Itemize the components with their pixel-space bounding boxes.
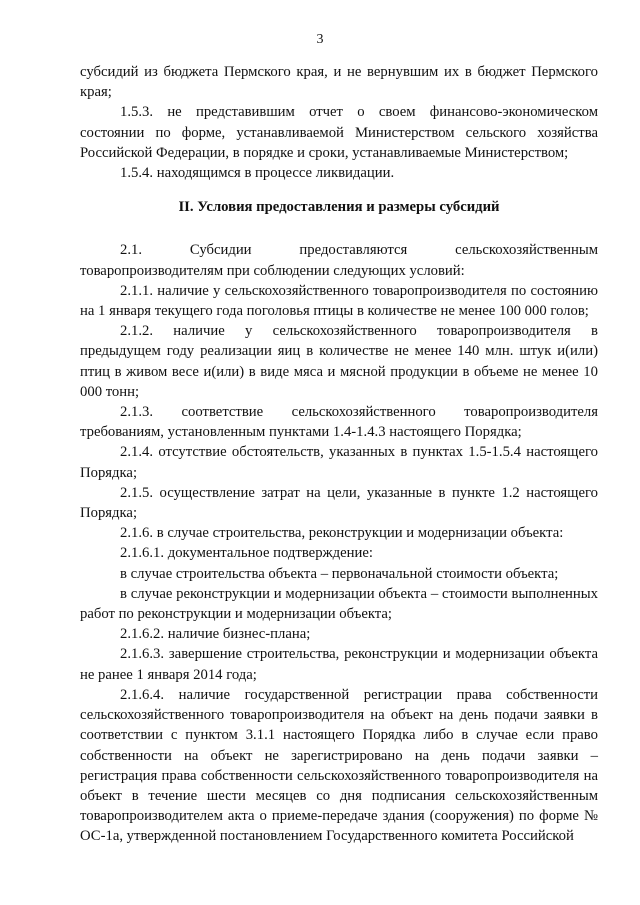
paragraph: 2.1.6.4. наличие государственной регистрации права собственности сельскохозяйственного товаропроизводителя на объект на день подачи заявки в соответствии с пунктом 3.1.1 настоящего Порядка либо в случае если право собственности на объект не зарегистрировано на день подачи заявки – регистрация права собственности сельскохозяйственного товаропроизводителя на объект в течение шести месяцев со дня подписания сельскохозяйственным товаропроизводителем акта о приеме-передаче здания (сооружения) по форме № ОС-1а, утвержденной постановлением Государственного комитета Российской bbox=[80, 686, 598, 845]
section-heading: II. Условия предоставления и размеры субсидий bbox=[178, 199, 500, 216]
paragraph: в случае реконструкции и модернизации объекта – стоимости выполненных работ по реконструкции и модернизации объекта; bbox=[80, 585, 598, 623]
document-body bbox=[80, 62, 598, 847]
paragraph: 2.1.4. отсутствие обстоятельств, указанных в пунктах 1.5-1.5.4 настоящего Порядка; bbox=[80, 444, 598, 481]
paragraph: 2.1.6.1. документальное подтверждение: bbox=[120, 545, 373, 562]
paragraph: 2.1.5. осуществление затрат на цели, указанные в пункте 1.2 настоящего Порядка; bbox=[80, 484, 598, 522]
paragraph: 2.1.6.2. наличие бизнес-плана; bbox=[120, 626, 311, 643]
paragraph: 1.5.3. не представившим отчет о своем финансово-экономическом состоянии по форме, устанавливаемой Министерством сельского хозяйства Российской Федерации, в порядке и сроки, устанавливаемые Министерством; bbox=[80, 104, 598, 161]
paragraph: 2.1.6. в случае строительства, реконструкции и модернизации объекта: bbox=[120, 525, 564, 542]
paragraph: 2.1.6.3. завершение строительства, реконструкции и модернизации объекта не ранее 1 января 2014 года; bbox=[80, 646, 598, 683]
page-number: 3 bbox=[316, 32, 324, 47]
paragraph: 2.1.3. соответствие сельскохозяйственного товаропроизводителя требованиям, установленным пунктами 1.4-1.4.3 настоящего Порядка; bbox=[80, 404, 598, 441]
paragraph: субсидий из бюджета Пермского края, и не вернувшим их в бюджет Пермского края; bbox=[80, 64, 598, 101]
paragraphs-before-heading bbox=[80, 62, 598, 183]
paragraph: 2.1. Субсидии предоставляются сельскохозяйственным товаропроизводителям при соблюдении следующих условий: bbox=[80, 242, 598, 279]
paragraph: в случае строительства объекта – первоначальной стоимости объекта; bbox=[120, 565, 559, 582]
paragraph: 2.1.1. наличие у сельскохозяйственного товаропроизводителя по состоянию на 1 января текущего года поголовья птицы в количестве не менее 100 000 голов; bbox=[80, 282, 598, 320]
paragraphs-after-heading bbox=[80, 240, 598, 846]
paragraph: 2.1.2. наличие у сельскохозяйственного товаропроизводителя в предыдущем году реализации яиц в количестве не менее 140 млн. штук и(или) птиц в живом весе и(или) в виде мяса и мясной продукции в объеме не менее 10 000 тонн; bbox=[80, 323, 598, 400]
paragraph: 1.5.4. находящимся в процессе ликвидации. bbox=[120, 165, 395, 182]
